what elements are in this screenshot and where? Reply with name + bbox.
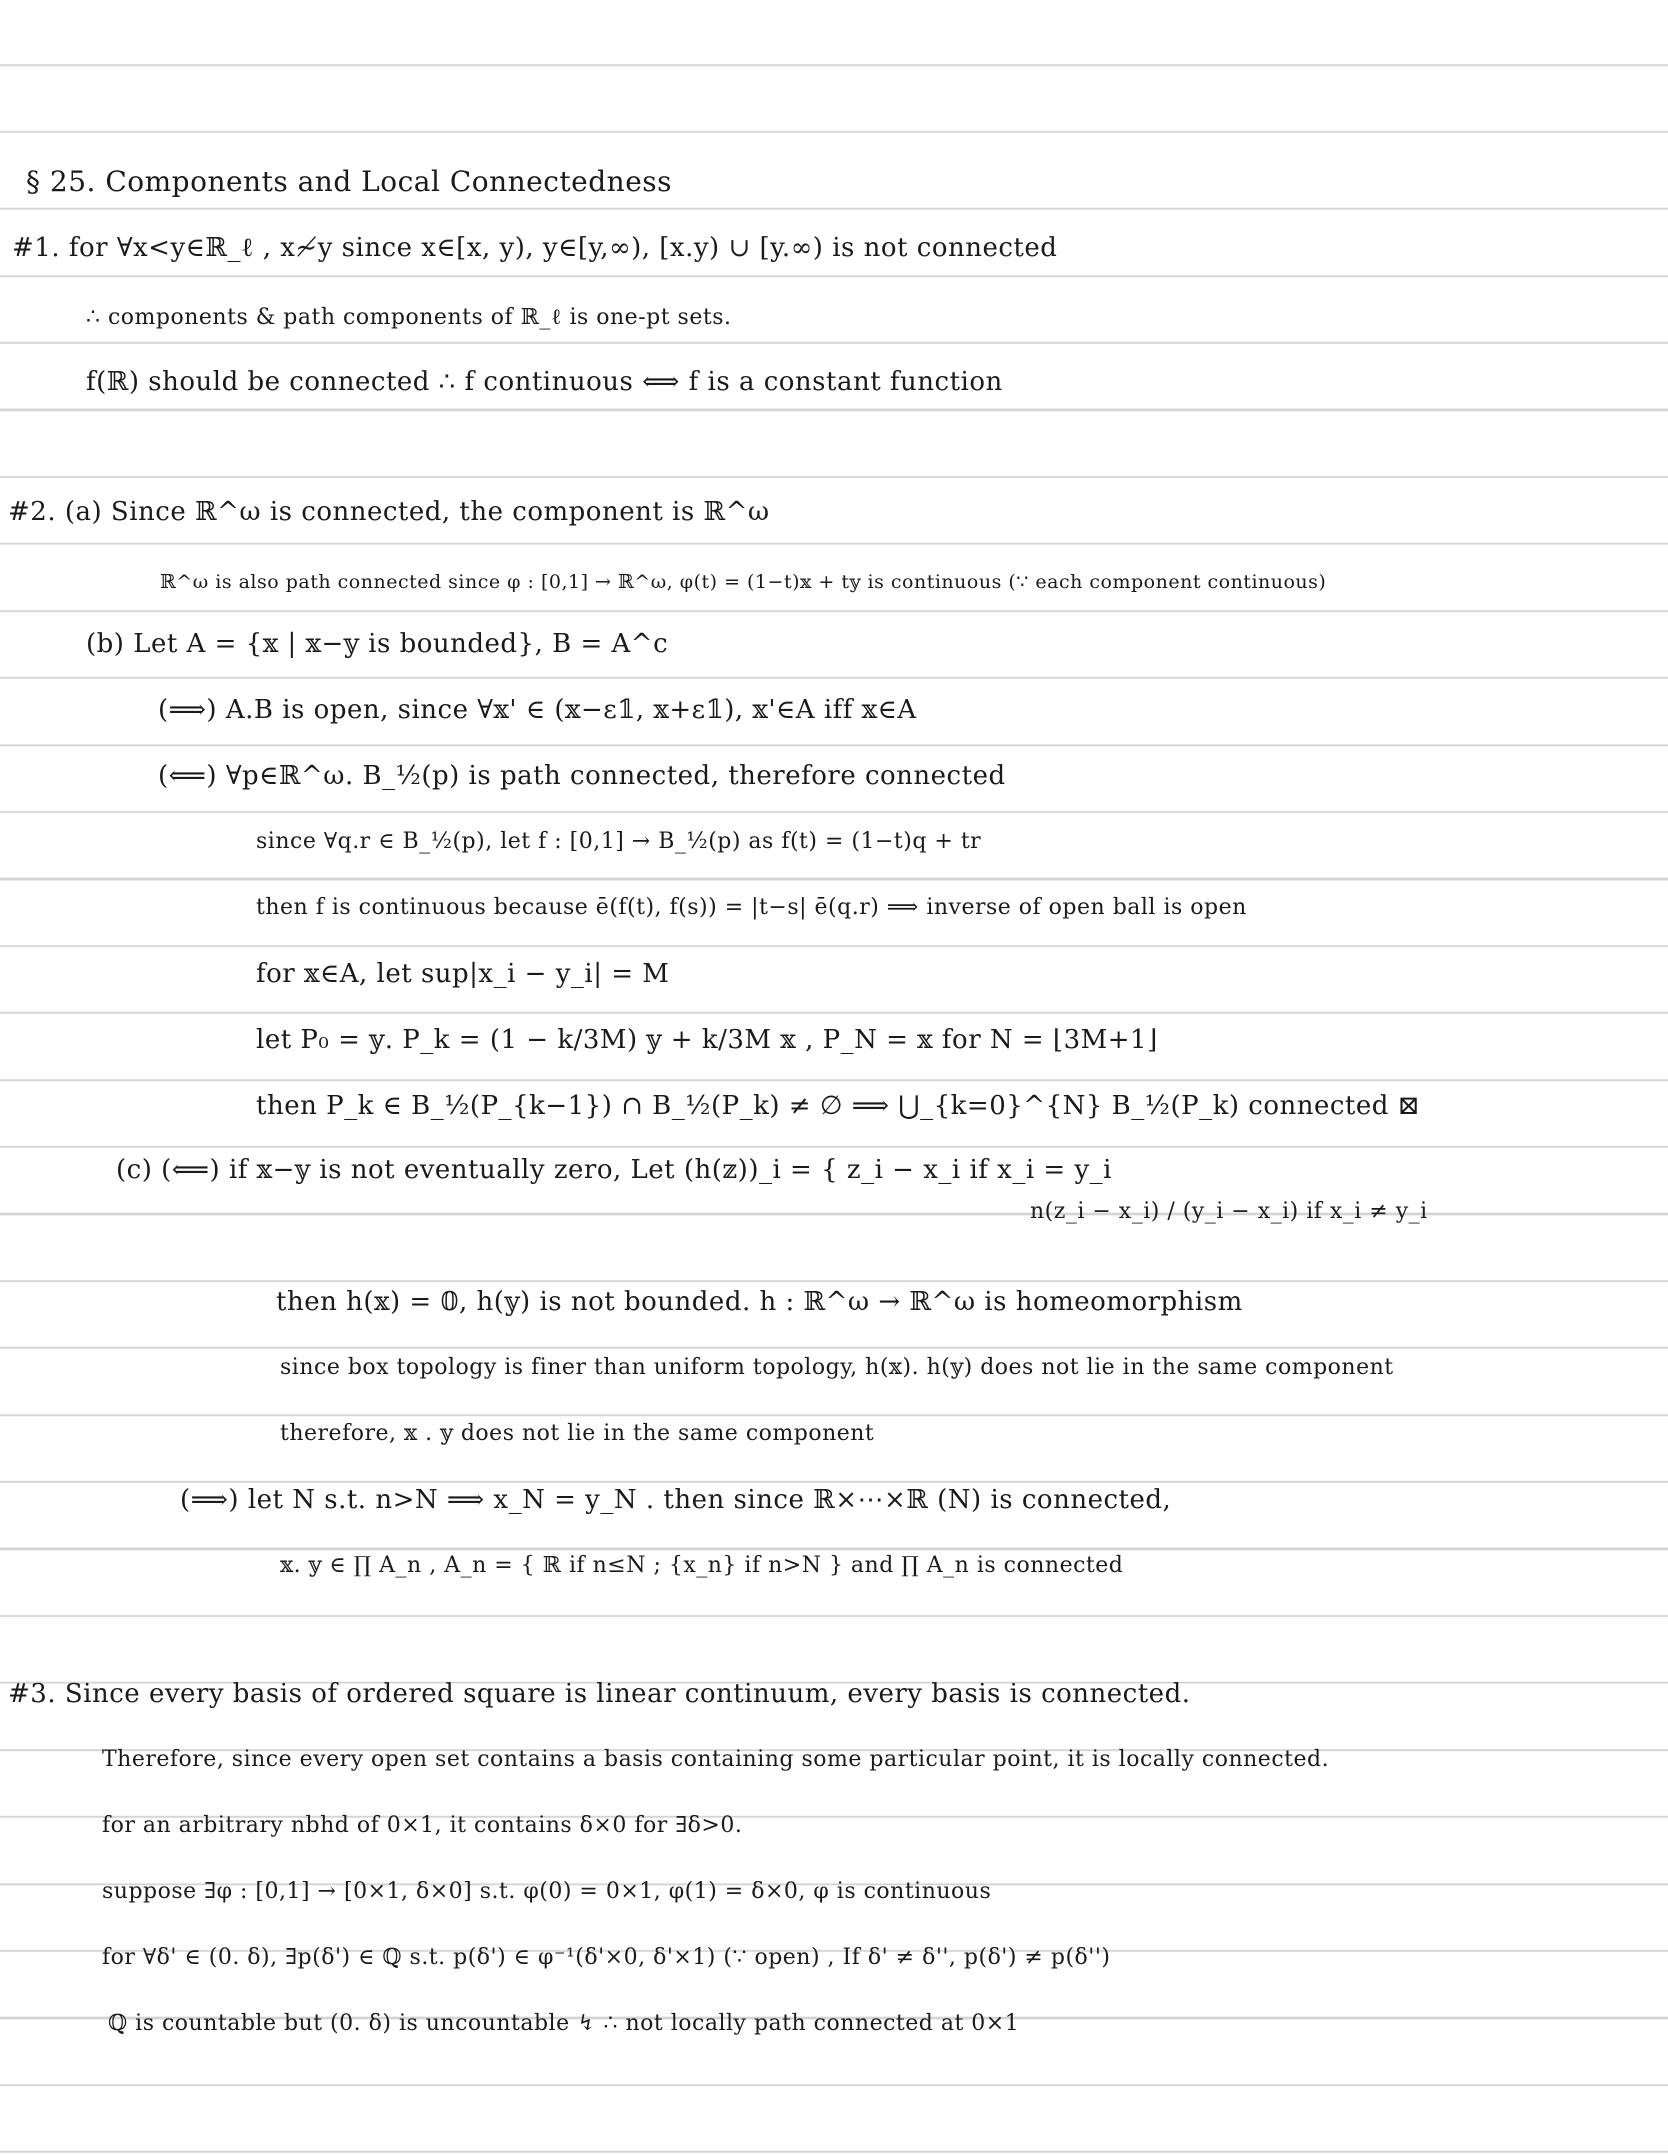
problem-2-line-14: since box topology is finer than uniform topology, h(𝕩). h(𝕪) does not lie in the same component [280, 1355, 1394, 1380]
problem-2-line-17: 𝕩. 𝕪 ∈ ∏ A_n , A_n = { ℝ if n≤N ; {x_n} if n>N } and ∏ A_n is connected [280, 1553, 1124, 1578]
problem-2-line-3: (b) Let A = {𝕩 | 𝕩−𝕪 is bounded}, B = A^c [86, 629, 669, 659]
problem-2-line-2: ℝ^ω is also path connected since φ : [0,1] → ℝ^ω, φ(t) = (1−t)𝕩 + t𝕪 is continuous (∵ each component continuous) [160, 571, 1327, 593]
problem-3-line-5: for ∀δ' ∈ (0. δ), ∃p(δ') ∈ ℚ s.t. p(δ') ∈ φ⁻¹(δ'×0, δ'×1) (∵ open) , If δ' ≠ δ'', p(δ') ≠ p(δ'') [102, 1945, 1111, 1970]
problem-2-line-5: (⟸) ∀p∈ℝ^ω. B_½(p) is path connected, therefore connected [158, 761, 1006, 791]
problem-3-line-6: ℚ is countable but (0. δ) is uncountable ↯ ∴ not locally path connected at 0×1 [108, 2011, 1020, 2036]
problem-2-line-7: then f is continuous because ē(f(t), f(s)) = |t−s| ē(q.r) ⟹ inverse of open ball is open [256, 895, 1247, 920]
problem-2-line-8: for 𝕩∈A, let sup|x_i − y_i| = M [256, 959, 670, 989]
problem-1-line-2: ∴ components & path components of ℝ_ℓ is one-pt sets. [86, 305, 732, 330]
problem-2-line-9: let P₀ = 𝕪. P_k = (1 − k/3M) 𝕪 + k/3M 𝕩 , P_N = 𝕩 for N = ⌊3M+1⌋ [256, 1025, 1158, 1055]
problem-2-line-1: #2. (a) Since ℝ^ω is connected, the component is ℝ^ω [8, 497, 770, 527]
problem-1-line-3: f(ℝ) should be connected ∴ f continuous ⟺ f is a constant function [86, 367, 1003, 397]
problem-3-line-3: for an arbitrary nbhd of 0×1, it contains δ×0 for ∃δ>0. [102, 1813, 743, 1838]
problem-2-line-12: n(z_i − x_i) / (y_i − x_i) if x_i ≠ y_i [1030, 1199, 1428, 1224]
problem-2-line-16: (⟹) let N s.t. n>N ⟹ x_N = y_N . then since ℝ×⋯×ℝ (N) is connected, [180, 1485, 1172, 1515]
section-title: § 25. Components and Local Connectedness [26, 165, 673, 198]
problem-2-line-6: since ∀q.r ∈ B_½(p), let f : [0,1] → B_½(p) as f(t) = (1−t)q + tr [256, 829, 982, 854]
problem-2-line-4: (⟹) A.B is open, since ∀𝕩' ∈ (𝕩−ε𝟙, 𝕩+ε𝟙), 𝕩'∈A iff 𝕩∈A [158, 695, 917, 725]
problem-2-line-15: therefore, 𝕩 . 𝕪 does not lie in the same component [280, 1421, 875, 1446]
problem-2-line-11: (c) (⟸) if 𝕩−𝕪 is not eventually zero, Let (h(𝕫))_i = { z_i − x_i if x_i = y_i [116, 1155, 1112, 1185]
problem-3-line-4: suppose ∃φ : [0,1] → [0×1, δ×0] s.t. φ(0) = 0×1, φ(1) = δ×0, φ is continuous [102, 1879, 992, 1904]
problem-3-line-2: Therefore, since every open set contains a basis containing some particular point, it is locally connected. [102, 1747, 1330, 1772]
problem-1-line-1: #1. for ∀x<y∈ℝ_ℓ , x≁y since x∈[x, y), y∈[y,∞), [x.y) ∪ [y.∞) is not connected [12, 233, 1058, 263]
problem-2-line-10: then P_k ∈ B_½(P_{k−1}) ∩ B_½(P_k) ≠ ∅ ⟹ ⋃_{k=0}^{N} B_½(P_k) connected ⊠ [256, 1091, 1420, 1121]
problem-3-line-1: #3. Since every basis of ordered square is linear continuum, every basis is connected. [8, 1679, 1191, 1709]
problem-2-line-13: then h(𝕩) = 𝟘, h(𝕪) is not bounded. h : ℝ^ω → ℝ^ω is homeomorphism [276, 1287, 1243, 1317]
